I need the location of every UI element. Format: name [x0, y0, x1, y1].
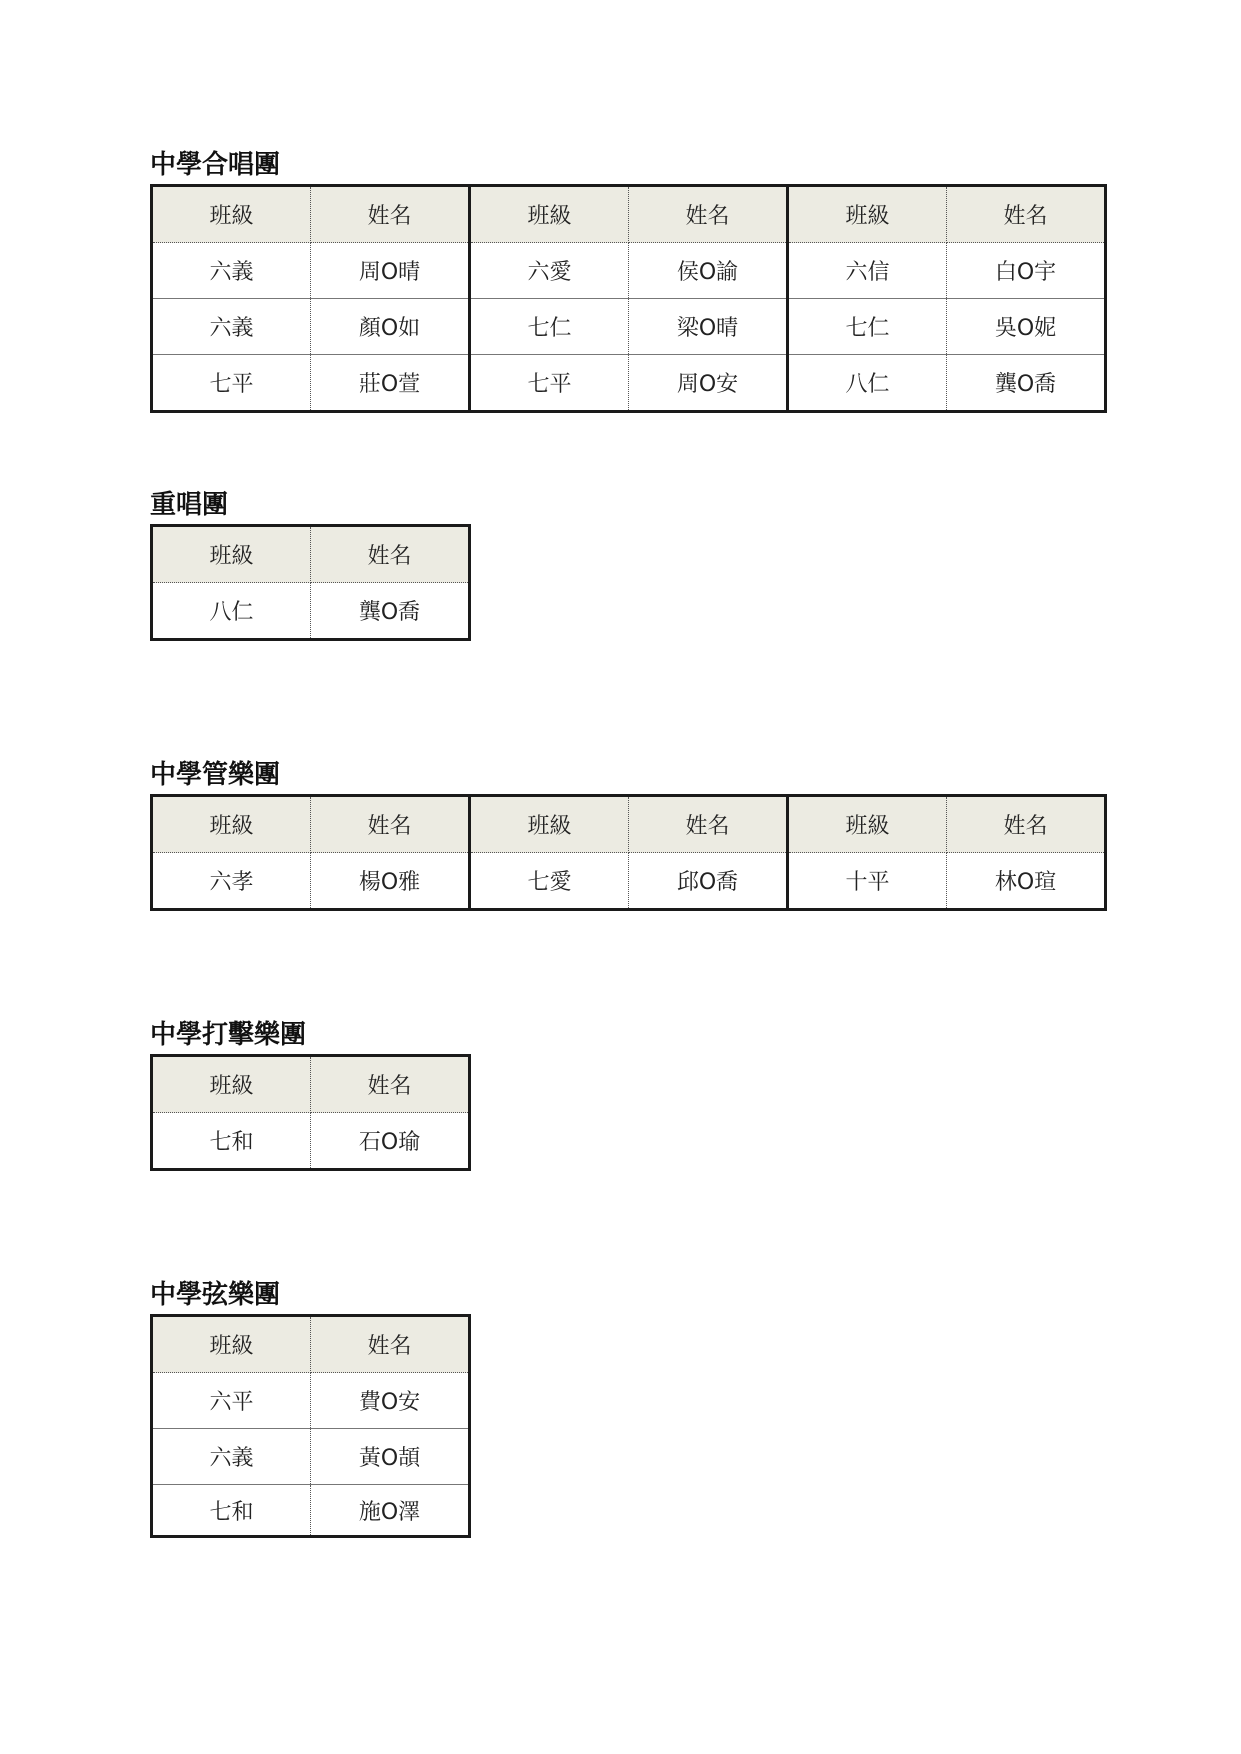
section-percussion — [150, 1020, 471, 1171]
roster-table — [150, 1054, 471, 1171]
cell-name: 周O安 — [629, 355, 788, 412]
section-ensemble — [150, 490, 471, 641]
cell-class: 七和 — [152, 1485, 311, 1537]
table-header-row — [152, 186, 1106, 243]
cell-class: 六義 — [152, 1429, 311, 1485]
header-name: 姓名 — [311, 1316, 470, 1373]
cell-name: 黃O頡 — [311, 1429, 470, 1485]
cell-class: 六義 — [152, 243, 311, 299]
header-name: 姓名 — [311, 796, 470, 853]
cell-class: 八仁 — [152, 583, 311, 640]
cell-name: 龔O喬 — [994, 372, 1057, 397]
section-title: 中學合唱團 — [150, 150, 281, 180]
header-name: 姓名 — [947, 186, 1106, 243]
cell-class: 十平 — [788, 853, 947, 910]
header-class: 班級 — [152, 1056, 311, 1113]
cell-class: 六孝 — [152, 853, 311, 910]
roster-table — [150, 184, 1107, 413]
table-header-row — [152, 1056, 470, 1113]
section-title: 中學弦樂團 — [150, 1280, 281, 1310]
cell-class: 六平 — [152, 1373, 311, 1429]
cell-class: 六愛 — [470, 243, 629, 299]
cell-class: 七和 — [152, 1113, 311, 1170]
table-row — [152, 853, 1106, 910]
table-row — [152, 1373, 470, 1429]
cell-name: 顏O如 — [311, 299, 470, 355]
roster-table — [150, 1314, 471, 1538]
table-row — [152, 299, 1106, 355]
cell-name: 石O瑜 — [358, 1130, 421, 1155]
header-name: 姓名 — [629, 796, 788, 853]
roster-table — [150, 794, 1107, 911]
table-row — [152, 243, 1106, 299]
table-row — [152, 1113, 470, 1170]
cell-name: 梁O晴 — [629, 299, 788, 355]
cell-name: 楊O雅 — [311, 853, 470, 910]
table-header-row — [152, 526, 470, 583]
table-header-row — [152, 1316, 470, 1373]
header-name: 姓名 — [311, 1056, 470, 1113]
header-class: 班級 — [470, 796, 629, 853]
section-title: 中學打擊樂團 — [150, 1020, 307, 1050]
table-row — [152, 1485, 470, 1537]
table-row — [152, 583, 470, 640]
cell-name: 邱O喬 — [629, 853, 788, 910]
cell-name: 吳O妮 — [947, 299, 1106, 355]
table-header-row — [152, 796, 1106, 853]
header-class: 班級 — [788, 186, 947, 243]
section-title: 重唱團 — [150, 490, 229, 520]
cell-name: 費O安 — [311, 1373, 470, 1429]
cell-class: 七愛 — [470, 853, 629, 910]
cell-name: 莊O萱 — [311, 355, 470, 412]
table-row — [152, 355, 1106, 412]
header-name: 姓名 — [629, 186, 788, 243]
header-name: 姓名 — [311, 526, 470, 583]
cell-name: 侯O諭 — [629, 243, 788, 299]
roster-table — [150, 524, 471, 641]
header-class: 班級 — [152, 796, 311, 853]
cell-class: 七仁 — [470, 299, 629, 355]
header-class: 班級 — [470, 186, 629, 243]
cell-class: 六義 — [152, 299, 311, 355]
section-strings — [150, 1280, 471, 1538]
cell-class: 六信 — [788, 243, 947, 299]
header-class: 班級 — [152, 186, 311, 243]
cell-name: 周O晴 — [311, 243, 470, 299]
cell-class: 七平 — [152, 355, 311, 412]
cell-name: 白O宇 — [947, 243, 1106, 299]
cell-name: 龔O喬 — [358, 600, 421, 625]
cell-class: 八仁 — [788, 355, 947, 412]
table-row — [152, 1429, 470, 1485]
header-name: 姓名 — [311, 186, 470, 243]
header-name: 姓名 — [947, 796, 1106, 853]
cell-name: 施O澤 — [358, 1499, 421, 1525]
section-title: 中學管樂團 — [150, 760, 281, 790]
header-class: 班級 — [788, 796, 947, 853]
cell-class: 七仁 — [788, 299, 947, 355]
section-wind-band — [150, 760, 1107, 911]
cell-name: 林O瑄 — [994, 870, 1057, 895]
header-class: 班級 — [152, 1316, 311, 1373]
header-class: 班級 — [152, 526, 311, 583]
section-choir — [150, 150, 1107, 413]
cell-class: 七平 — [470, 355, 629, 412]
